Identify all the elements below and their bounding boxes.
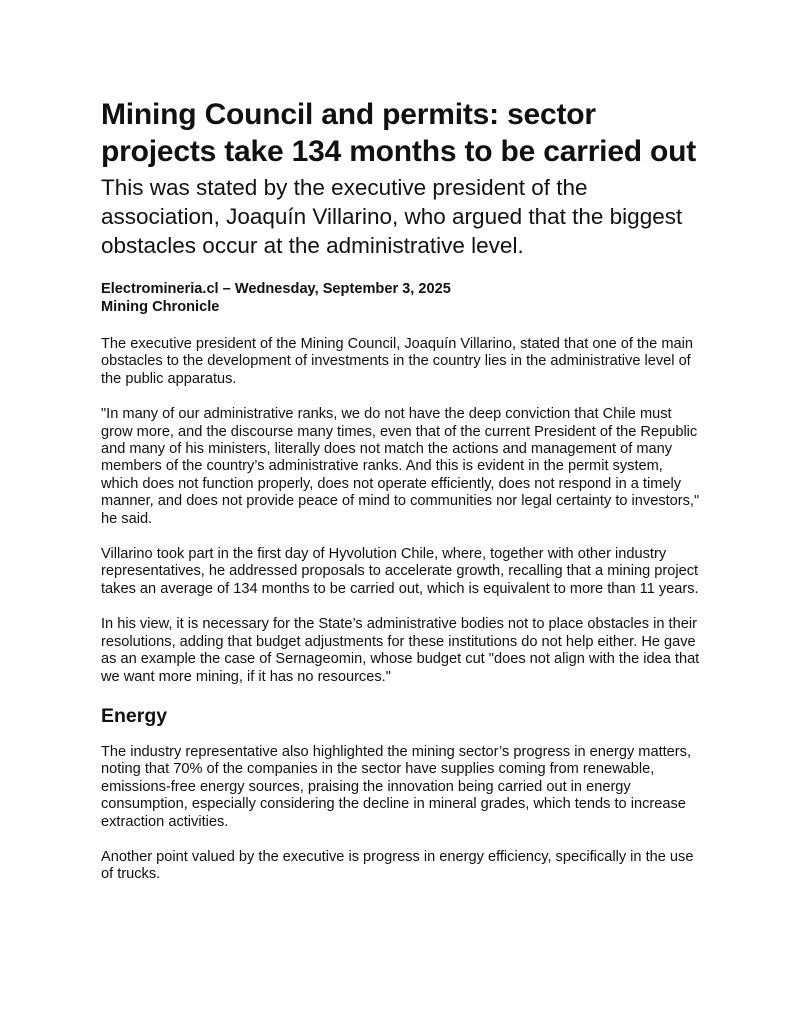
body-paragraph: In his view, it is necessary for the State’s administrative bodies not to place obstacles in their resolutions, adding that budget adjustments for these institutions do not help either. He gave as an example the case of Sernageomin, whose budget cut "does not align with the idea that we want more mining, if it has no resources." <box>101 616 700 685</box>
source-date-line: Electromineria.cl – Wednesday, September 3, 2025 <box>101 281 451 297</box>
body-paragraph: Another point valued by the executive is progress in energy efficiency, specifically in the use of trucks. <box>101 848 694 883</box>
body-paragraph: Villarino took part in the first day of Hyvolution Chile, where, together with other industry representatives, he addressed proposals to accelerate growth, recalling that a mining project takes an average of 134 months to be carried out, which is equivalent to more than 11 years. <box>101 546 699 597</box>
article-body <box>101 336 701 884</box>
section-label: Mining Chronicle <box>101 299 220 315</box>
body-paragraph: "In many of our administrative ranks, we do not have the deep conviction that Chile must grow more, and the discourse many times, even that of the current President of the Republic and many of his ministers, literally does not match the actions and management of many members of the country’s administrative ranks. And this is evident in the permit system, which does not function properly, does not operate efficiently, does not respond in a timely manner, and does not provide peace of mind to communities nor legal certainty to investors," he said. <box>101 406 700 527</box>
body-paragraph: The industry representative also highlighted the mining sector’s progress in energy matters, noting that 70% of the companies in the sector have supplies coming from renewable, emissions-free energy sources, praising the innovation being carried out in energy consumption, especially considering the decline in mineral grades, which tends to increase extraction activities. <box>101 743 691 830</box>
section-heading-energy: Energy <box>101 704 168 727</box>
article <box>101 96 701 902</box>
article-subheadline: This was stated by the executive president of the association, Joaquín Villarino, who argued that the biggest obstacles occur at the administrative level. <box>101 175 683 258</box>
article-headline: Mining Council and permits: sector projects take 134 months to be carried out <box>101 98 697 168</box>
article-meta <box>101 280 701 316</box>
body-paragraph: The executive president of the Mining Council, Joaquín Villarino, stated that one of the main obstacles to the development of investments in the country lies in the administrative level of the public apparatus. <box>101 336 693 387</box>
